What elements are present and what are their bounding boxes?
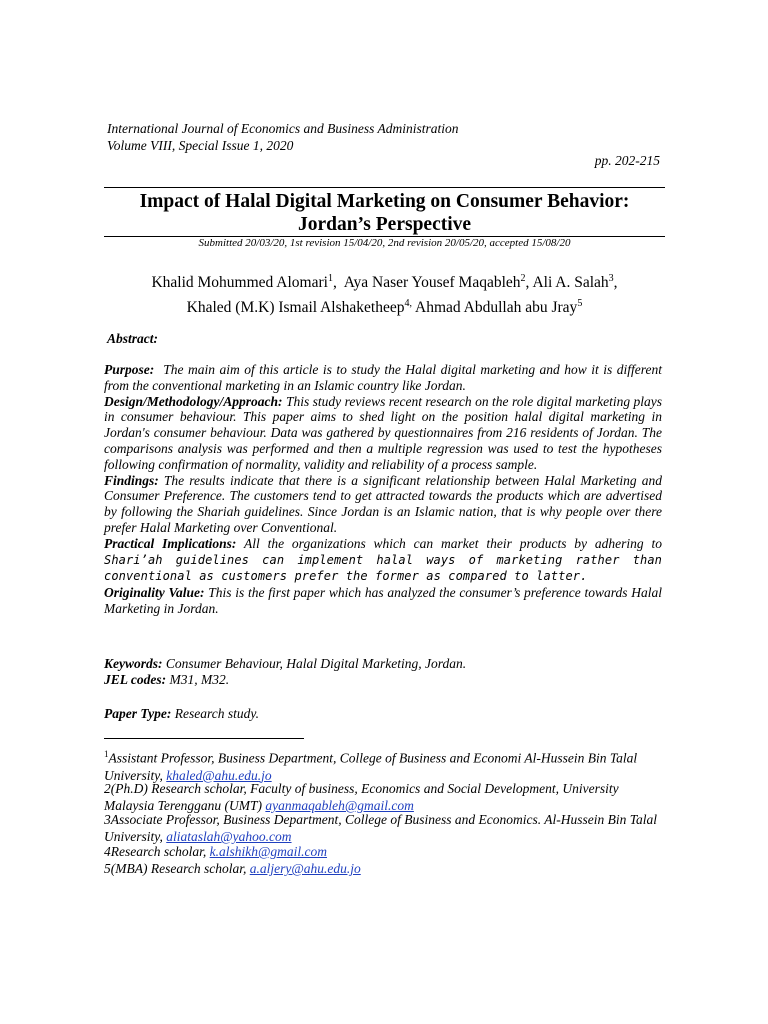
- findings-section: [104, 473, 662, 536]
- originality-label: Originality Value:: [104, 585, 205, 601]
- footnote-4: [104, 843, 664, 860]
- footnote-3-text: 3Associate Professor, Business Department, College of Business and Economics. Al-Hussein Bin Talal University,: [104, 812, 657, 844]
- authors-line-1: Khalid Mohummed Alomari$^1$, Aya Naser Yousef Maqableh$^2$, Ali A. Salah$^3$,: [151, 273, 618, 292]
- keywords-line: [104, 656, 662, 672]
- paper-type-label: Paper Type:: [104, 706, 172, 721]
- journal-header: [107, 120, 459, 154]
- title-top-rule: [104, 187, 665, 188]
- journal-volume: Volume VIII, Special Issue 1, 2020: [107, 138, 294, 153]
- abstract-heading: Abstract:: [107, 331, 159, 346]
- keywords-text: Consumer Behaviour, Halal Digital Marketing, Jordan.: [165, 656, 467, 671]
- footnote-3-email-link[interactable]: aliataslah@yahoo.com: [166, 829, 292, 844]
- footnote-4-text: 4Research scholar,: [104, 844, 207, 859]
- title-line-1: Impact of Halal Digital Marketing on Consumer Behavior:: [139, 191, 630, 212]
- author-4-sup: 4,: [404, 298, 412, 310]
- footnote-5-email-link[interactable]: a.aljery@ahu.edu.jo: [249, 861, 361, 876]
- author-2: Aya Naser Yousef Maqableh: [343, 274, 521, 292]
- author-3-sup: 3: [608, 273, 614, 284]
- title-line-2: Jordan’s Perspective: [297, 214, 472, 235]
- author-5-sup: 5: [577, 298, 583, 310]
- footnote-rule: [104, 738, 304, 739]
- purpose-text: The main aim of this article is to study the Halal digital marketing and how it is different from the conventional marketing in an Islamic country like Jordan.: [104, 362, 663, 393]
- purpose-label: Purpose:: [104, 362, 155, 377]
- findings-text: The results indicate that there is a significant relationship between Halal Marketing and Consumer Preference. The customers tend to get attracted towards the products which are advertised by following the Shariah guidelines. Since Jordan is an Islamic nation, that is why people over there prefer Halal Marketing over Conventional.: [104, 472, 663, 535]
- authors-line-2: [104, 293, 665, 318]
- footnote-2-text: 2(Ph.D) Research scholar, Faculty of business, Economics and Social Development, University Malaysia Terengganu (UMT): [104, 781, 619, 813]
- abstract-body: [104, 362, 662, 617]
- jel-text: M31, M32.: [169, 672, 230, 687]
- paper-title: [104, 190, 665, 236]
- practical-label: Practical Implications:: [104, 535, 237, 551]
- footnote-1: [104, 746, 664, 784]
- purpose-section: [104, 362, 662, 394]
- page-range: pp. 202-215: [594, 153, 660, 168]
- footnote-3: [104, 811, 664, 845]
- footnote-1-text: Assistant Professor, Business Department, College of Business and Economi Al-Hussein Bin Talal University,: [104, 750, 638, 783]
- paper-type-line: [104, 706, 662, 722]
- footnote-5-text: 5(MBA) Research scholar,: [104, 861, 247, 876]
- author-4: Khaled (M.K) Ismail Alshaketheep: [186, 299, 405, 317]
- design-label: Design/Methodology/Approach:: [104, 393, 283, 409]
- keywords-label: Keywords:: [104, 656, 163, 671]
- design-text: This study reviews recent research on the role digital marketing plays in consumer behaviour. This paper aims to shed light on the position halal digital marketing in Jordan's consumer behaviour. Data was gathered by questionnaires from 216 residents of Jordan. The comparisons analysis was performed and then a multiple regression was used to test the hypotheses following confirmation of normality, validity and reliability of a process sample.: [104, 393, 662, 472]
- paper-type-text: Research study.: [174, 706, 259, 721]
- findings-label: Findings:: [104, 472, 159, 488]
- journal-name: International Journal of Economics and Business Administration: [107, 121, 459, 136]
- author-3: Ali A. Salah: [532, 274, 609, 292]
- author-5: Ahmad Abdullah abu Jray: [415, 299, 578, 317]
- originality-section: [104, 585, 662, 617]
- practical-text-2: Shari’ah guidelines can implement halal ways of marketing rather than conventional as customers prefer the former as compared to latter.: [104, 552, 662, 584]
- design-section: [104, 394, 662, 473]
- practical-section: [104, 536, 662, 585]
- footnote-2: [104, 780, 664, 814]
- practical-text-1: All the organizations which can market their products by adhering to: [243, 535, 663, 551]
- author-2-sup: 2: [520, 273, 526, 284]
- submission-dates: Submitted 20/03/20, 1st revision 15/04/20, 2nd revision 20/05/20, accepted 15/08/20: [198, 237, 571, 249]
- footnote-5: [104, 860, 664, 877]
- footnote-1-sup: 1: [104, 749, 109, 759]
- footnote-2-email-link[interactable]: ayanmaqableh@gmail.com: [265, 798, 414, 813]
- jel-line: [104, 672, 662, 688]
- originality-text: This is the first paper which has analyzed the consumer’s preference towards Halal Marketing in Jordan.: [104, 585, 662, 616]
- footnote-4-email-link[interactable]: k.alshikh@gmail.com: [209, 844, 328, 859]
- author-1-sup: 1: [327, 273, 333, 284]
- author-list: [104, 268, 665, 318]
- jel-label: JEL codes:: [104, 672, 167, 687]
- footnote-1-email-link[interactable]: khaled@ahu.edu.jo: [166, 767, 272, 783]
- author-1: Khalid Mohummed Alomari: [151, 274, 328, 292]
